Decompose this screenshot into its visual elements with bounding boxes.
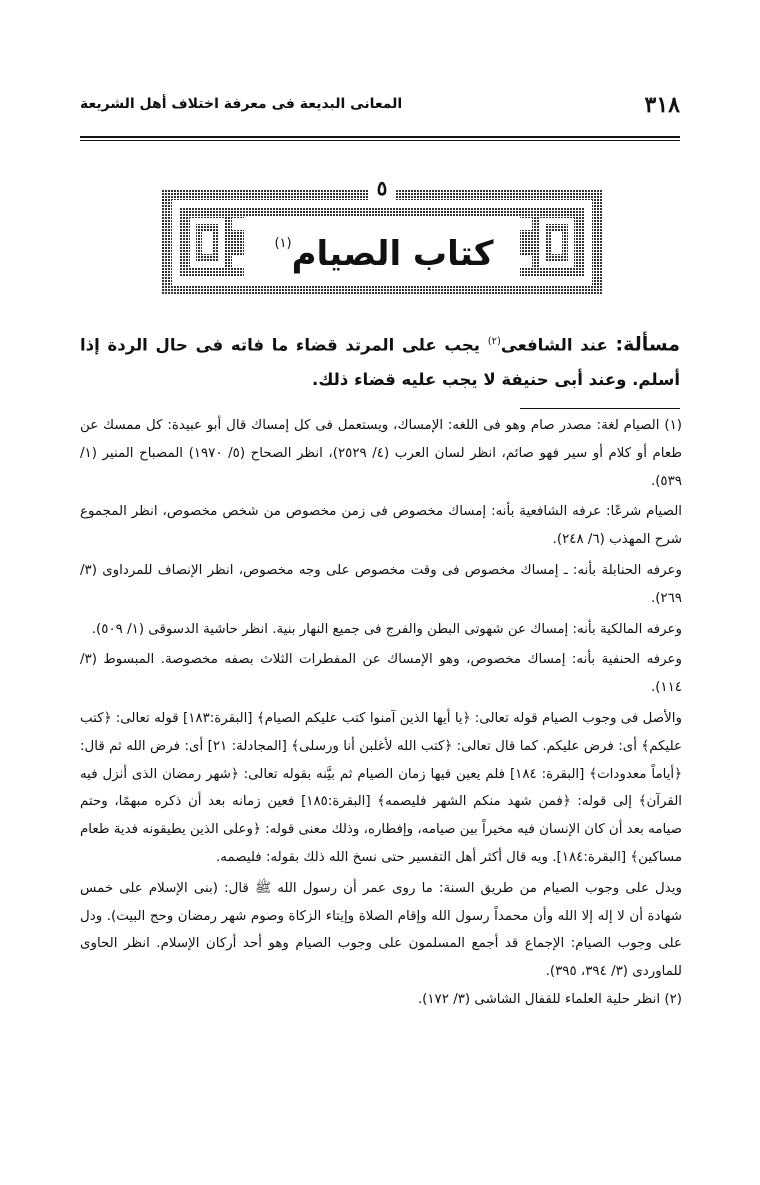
chapter-title-box xyxy=(244,216,519,282)
chapter-footnote-ref: (١) xyxy=(274,236,292,251)
footnote-paragraph: (٢) انظر حلية العلماء للقفال الشاشى (٣/ ١٧٢). xyxy=(417,991,682,1007)
footnote-paragraph: وعرفه الحنفية بأنه: إمساك مخصوص، وهو الإمساك عن المفطرات الثلاث بصفه مخصوصة. المبسوط (٣/ ١١٤). xyxy=(80,652,682,696)
footnote-paragraph: والأصل فى وجوب الصيام قوله تعالى: ﴿يا أيها الذين آمنوا كتب عليكم الصيام﴾ [البقرة:١٨٣] قوله تعالى: ﴿كتب عليكم﴾ أى: فرض عليكم. كما قال تعالى: ﴿كتب الله لأغلبن أنا ورسلى﴾ [المجادلة: ٢١] أى: فرض الله ثم قال: ﴿أياماً معدودات﴾ [البقرة: ١٨٤] فلم يعين فيها زمان الصيام ثم بيَّنه بقوله تعالى: ﴿شهر رمضان الذى أنزل فيه القرآن﴾ إلى قوله: ﴿فمن شهد منكم الشهر فليصمه﴾ [البقرة:١٨٥] فعين زمانه بعد أن ذكره مبهمًا، وحتم صيامه بعد أن كان الإنسان فيه مخيراً بين صيامه، وإفطاره، وذلك معنى قوله: ﴿وعلى الذين يطيقونه فدية طعام مساكين﴾ [البقرة:١٨٤]. ويه قال أكثر أهل التفسير حتى نسخ الله ذلك بقوله: فليصمه. xyxy=(80,710,682,865)
issue-label: مسألة: xyxy=(615,333,681,356)
footnotes xyxy=(80,412,682,1014)
main-text-part1: عند الشافعى xyxy=(500,335,608,355)
book-title: المعانى البديعة فى معرفة اختلاف أهل الشريعة xyxy=(80,96,403,112)
chapter-title: كتاب الصيام xyxy=(291,234,494,274)
main-text-part2: يجب على المرتد قضاء ما فاته فى حال الردة إذا أسلم. وعند أبى حنيفة لا يجب عليه قضاء ذلك. xyxy=(80,335,680,389)
main-footnote-ref: (٢) xyxy=(487,336,501,347)
running-header xyxy=(80,92,680,132)
footnote-paragraph: الصيام شرعًا: عرفه الشافعية بأنه: إمساك مخصوص فى زمن مخصوص من شخص مخصوص، انظر المجموع شرح المهذب (٦/ ٢٤٨). xyxy=(80,504,682,548)
chapter-title-wrap xyxy=(162,216,602,272)
footnote-separator xyxy=(520,408,680,409)
header-rule xyxy=(80,136,680,141)
footnote-paragraph: (١) الصيام لغة: مصدر صام وهو فى اللغه: الإمساك، ويستعمل فى كل إمساك قال أبو عبيدة: كل ممسك عن طعام أو كلام أو سير فهو صائم، انظر لسان العرب (٤/ ٢٥٢٩)، انظر الصحاح (٥/ ١٩٧٠) المصباح المنير (١/ ٥٣٩). xyxy=(80,418,682,489)
page-number: ٣١٨ xyxy=(644,92,680,118)
footnote-paragraph: ويدل على وجوب الصيام من طريق السنة: ما روى عمر أن رسول الله ﷺ قال: (بنى الإسلام على خمس شهادة أن لا إله إلا الله وأن محمداً رسول الله وإقام الصلاة وإيتاء الزكاة وصوم شهر رمضان وحج البيت). ودل على وجوب الصيام: الإجماع قد أجمع المسلمون على وجوب الصيام وهو أحد أركان الإسلام. انظر الحاوى للماوردى (٣/ ٣٩٤، ٣٩٥). xyxy=(80,880,682,980)
footnote-paragraph: وعرفه المالكية بأنه: إمساك عن شهوتى البطن والفرج فى جميع النهار بنية. انظر حاشية الدسوقى (١/ ٥٠٩). xyxy=(91,621,682,637)
chapter-banner xyxy=(162,176,602,295)
chapter-number: ٥ xyxy=(369,176,396,200)
footnote-paragraph: وعرفه الحنابلة بأنه: ـ إمساك مخصوص فى وقت مخصوص على وجه مخصوص، انظر الإنصاف للمرداوى (٣/ ٢٦٩). xyxy=(80,562,682,606)
chapter-number-wrap xyxy=(162,176,602,200)
main-paragraph xyxy=(80,325,680,397)
